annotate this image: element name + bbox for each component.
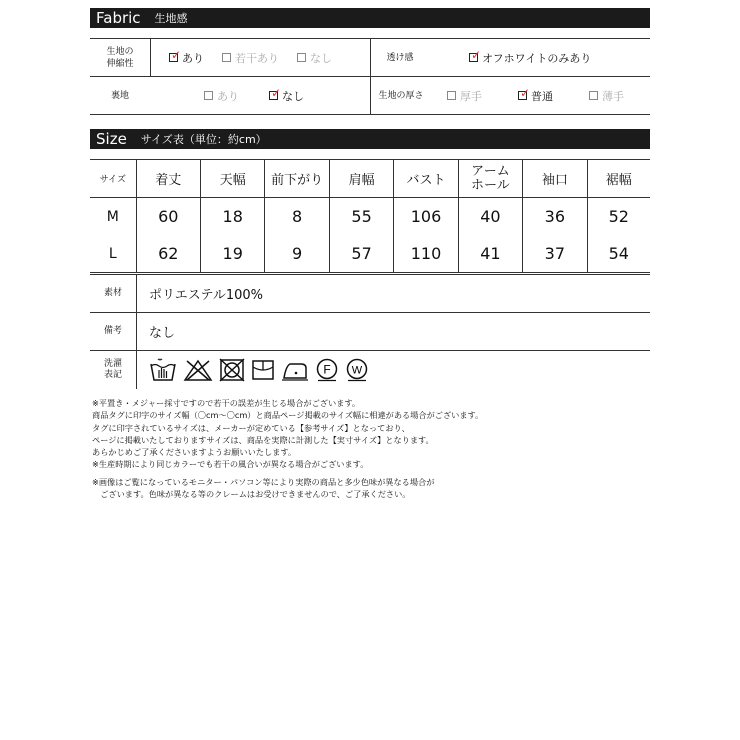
checkbox-icon [297,53,306,62]
checkbox-icon: ✓ [471,48,482,62]
fabric-title: Fabric [96,9,141,27]
note-line: ございます。色味が異なる等のクレームはお受けできませんので、ご了承ください。 [92,489,411,500]
header-cuff: 袖口 [523,160,587,198]
note-line: あらかじめご了承くださいますようお願いいたします。 [92,447,297,458]
size-table-header [90,160,650,198]
fabric-row-lining [90,77,650,115]
material-label: 素材 [90,275,137,312]
fabric-row-stretch [90,39,650,77]
hand-wash-icon [149,358,177,382]
checkbox-icon [222,53,231,62]
size-cell: 19 [201,235,265,272]
size-cell: 18 [201,198,265,235]
size-cell: 54 [608,244,629,263]
thickness-option-thick[interactable]: 厚手 [447,88,482,104]
lining-option-no[interactable]: ✓ なし [271,86,304,103]
stretch-option-none[interactable]: なし [297,50,332,66]
sheer-label: 透け感 [386,52,414,63]
stretch-option-yes[interactable]: ✓ あり [171,48,204,65]
care-icons [137,358,369,382]
note-line: ※平置き・メジャー採寸ですので若干の誤差が生じる場合がございます。 [92,398,361,408]
size-cell: 106 [394,198,458,235]
fabric-header [90,8,650,28]
thickness-options [431,77,642,114]
size-cell: 60 [137,198,201,235]
remarks-label: 備考 [90,313,137,350]
care-row [90,351,650,389]
size-cell: 41 [459,235,523,272]
remarks-value: なし [149,326,176,341]
lining-option-yes[interactable]: あり [204,88,239,104]
header-hem: 裾幅 [588,160,650,198]
size-cell: L [90,235,137,272]
no-bleach-icon [183,358,213,382]
disclaimer-notes [92,397,562,500]
table-row [90,198,650,235]
wet-clean-w-icon [345,358,369,382]
header-bust: バスト [394,160,458,198]
checkbox-icon [204,91,213,100]
remarks-row [90,313,650,351]
checkbox-icon [589,91,598,100]
lining-label: 裏地 [110,90,129,101]
note-line: ※画像はご覧になっているモニター・パソコン等により実際の商品と多少色味が異なる場合が [92,476,435,487]
size-cell: 57 [330,235,394,272]
care-label: 洗濯 表記 [90,351,137,389]
size-cell: 37 [523,235,587,272]
size-subtitle: サイズ表（単位：約cm） [140,133,267,146]
header-armhole: アーム ホール [459,160,523,198]
stretch-options [151,39,370,76]
stretch-label: 生地の 伸縮性 [106,46,134,69]
header-shoulder: 肩幅 [330,160,394,198]
thickness-option-normal[interactable]: ✓ 普通 [520,86,553,103]
header-size: サイズ [90,160,137,198]
info-table [90,272,650,389]
no-tumble-dry-icon [219,358,245,382]
size-title: Size [96,130,127,148]
header-neck-width: 天幅 [201,160,265,198]
sheer-options [429,39,609,76]
size-cell: 62 [137,235,201,272]
fabric-table [90,38,650,115]
size-cell: 8 [265,198,329,235]
material-row [90,275,650,313]
dry-clean-f-icon [315,358,339,382]
thickness-label: 生地の厚さ [378,90,424,101]
size-cell: 36 [523,198,587,235]
note-line: ページに掲載いたしておりますサイズは、商品を実際に計測した【実寸サイズ】となります。 [92,434,434,445]
iron-low-icon [281,358,309,382]
lining-options [151,77,370,114]
size-cell: 40 [459,198,523,235]
size-cell: 52 [608,207,629,226]
svg-text:F: F [323,362,331,377]
fabric-subtitle: 生地感 [154,12,188,25]
size-cell: 110 [394,235,458,272]
table-row [90,235,650,272]
checkbox-icon: ✓ [520,86,531,100]
stretch-option-slight[interactable]: 若干あり [222,50,279,66]
header-front-drop: 前下がり [265,160,329,198]
svg-text:W: W [351,364,363,377]
checkbox-icon [447,91,456,100]
size-table [90,159,650,272]
size-header [90,129,650,149]
material-value: ポリエステル100% [149,288,263,303]
note-line: 商品タグに印字のサイズ幅（〇cm〜〇cm）と商品ページ掲載のサイズ幅に相違がある場合がございます。 [92,410,484,421]
size-cell: 55 [330,198,394,235]
checkbox-icon: ✓ [271,86,282,100]
sheer-option-offwhite[interactable]: ✓ オフホワイトのみあり [471,48,592,65]
size-cell: 9 [265,235,329,272]
note-line: ※生産時期により同じカラーでも若干の風合いが異なる場合がございます。 [92,459,369,470]
checkbox-icon: ✓ [171,48,182,62]
thickness-option-thin[interactable]: 薄手 [589,88,624,104]
size-cell: M [90,198,137,235]
header-length: 着丈 [137,160,201,198]
line-dry-icon [251,358,275,382]
note-line: タグに印字されているサイズは、メーカーが定めている【参考サイズ】となっており、 [92,422,410,433]
